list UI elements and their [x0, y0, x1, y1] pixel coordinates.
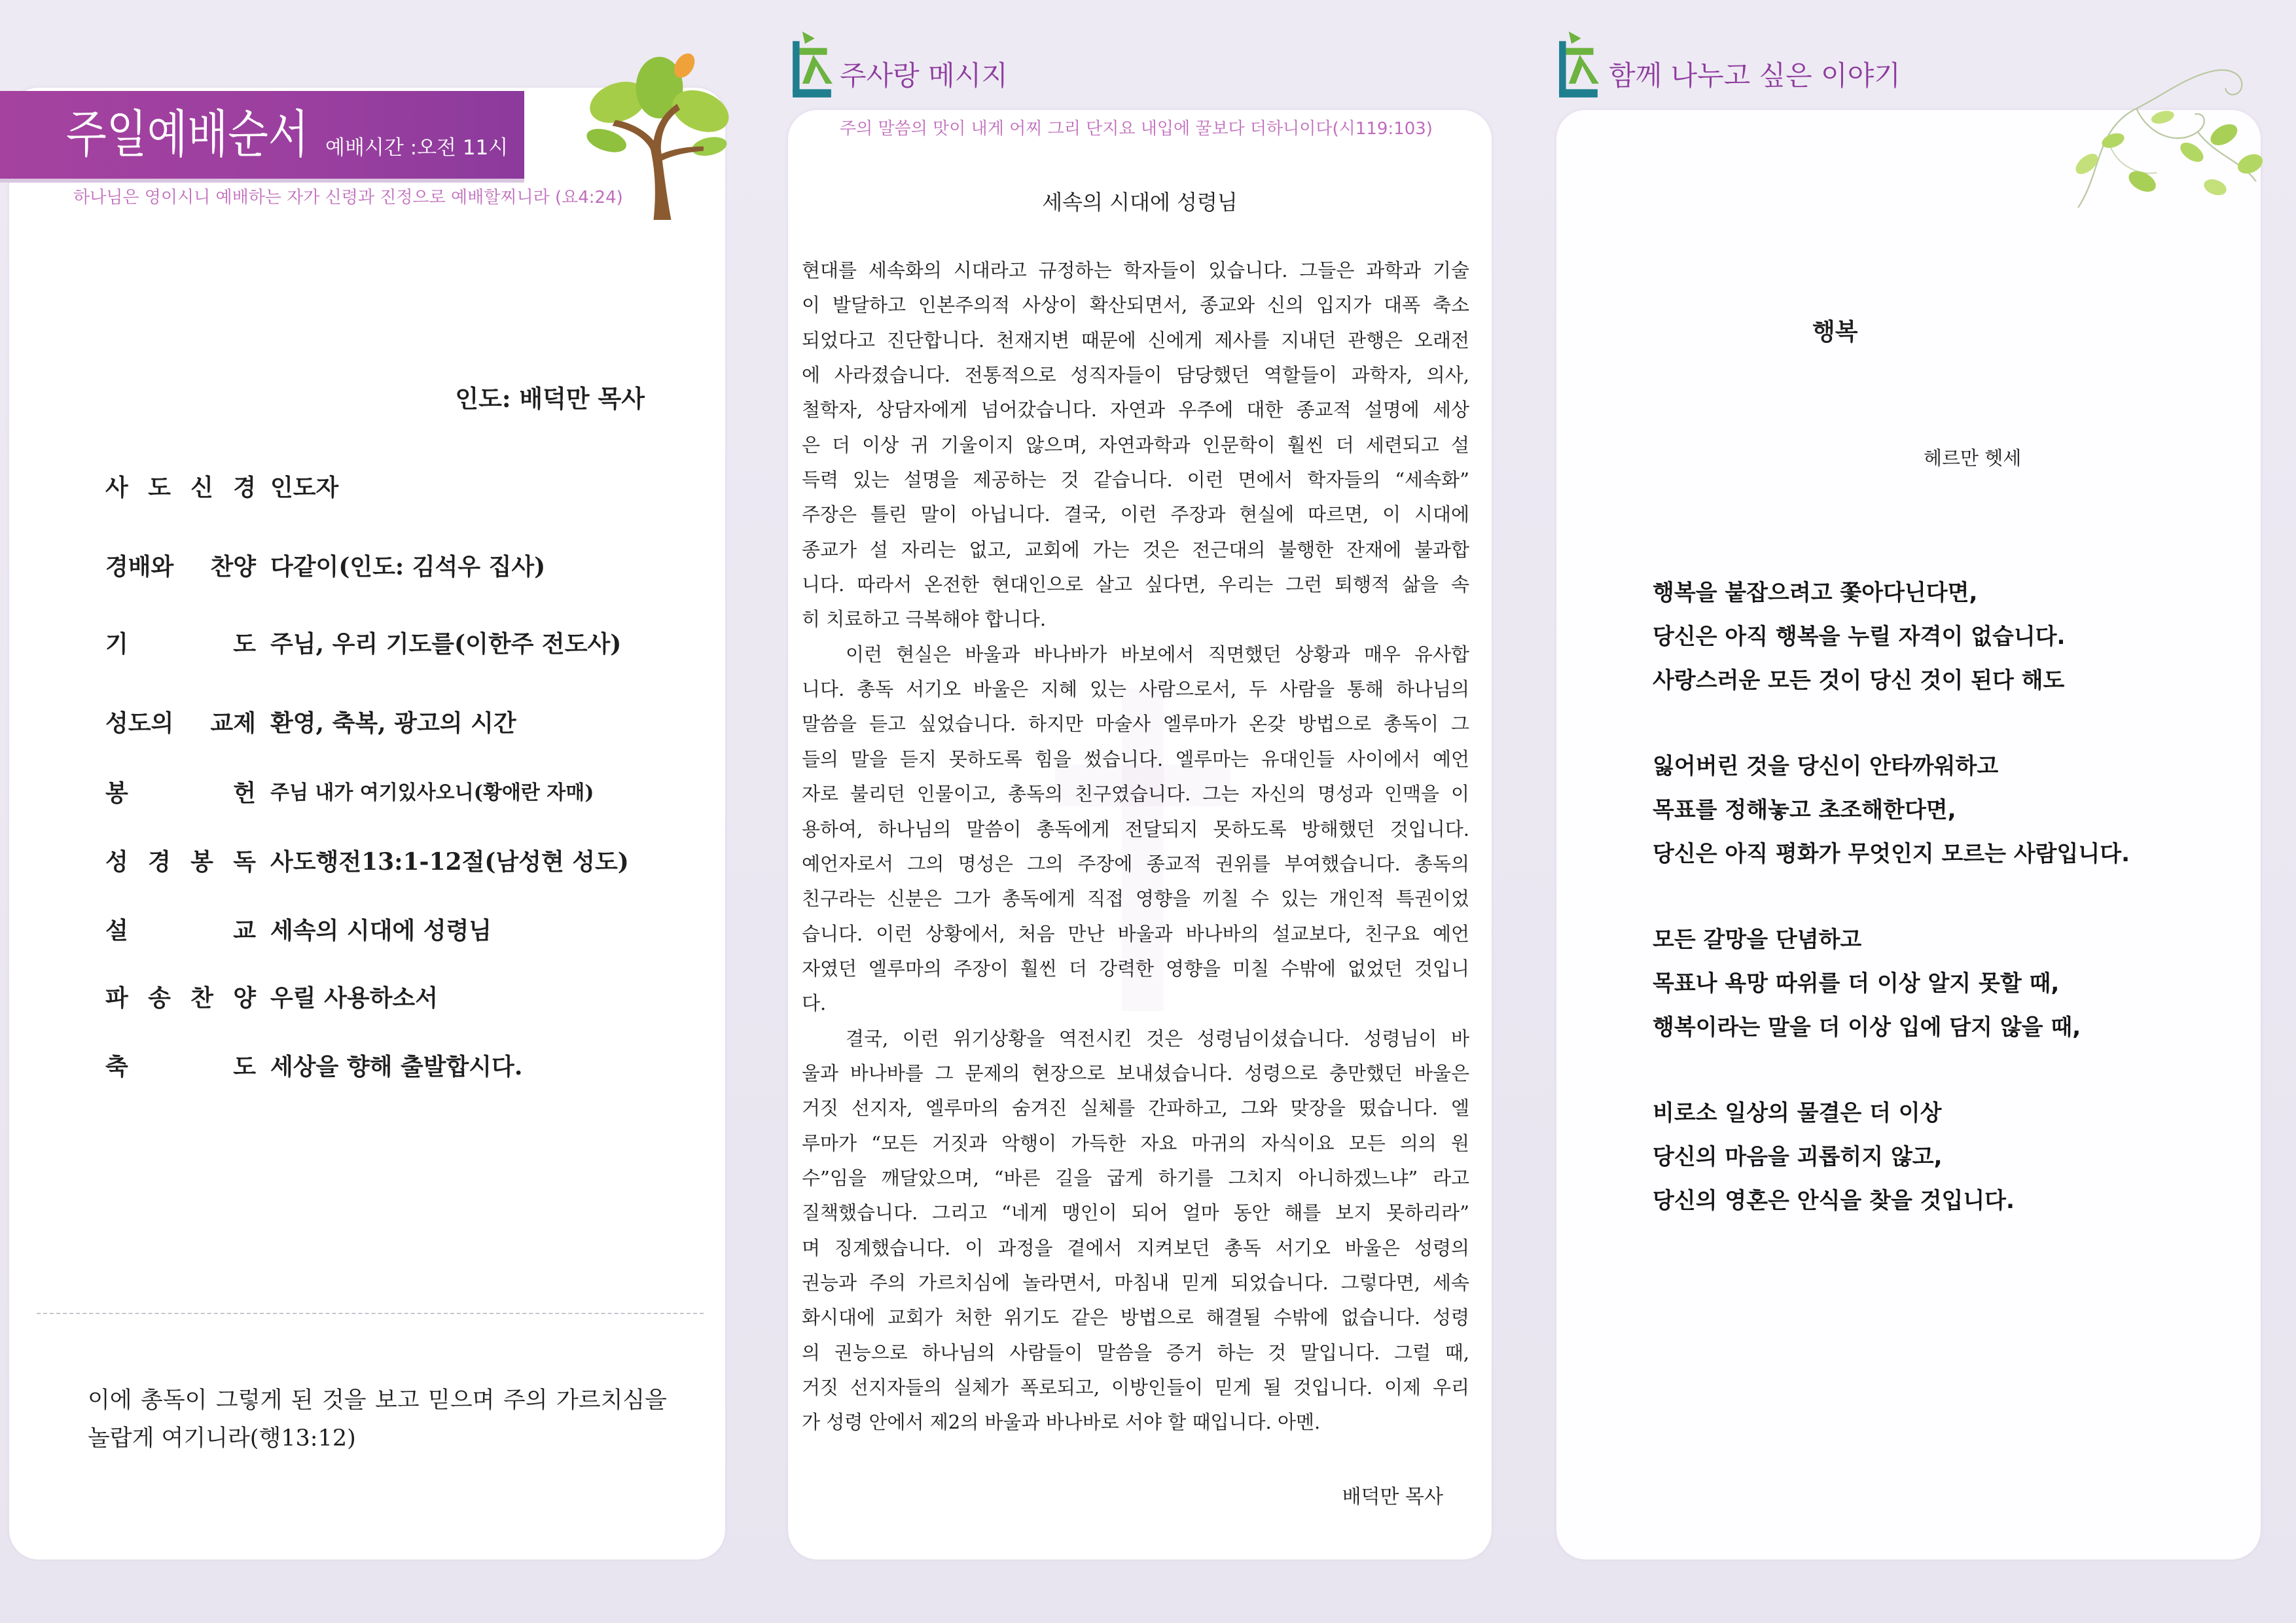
sermon-line: 다.	[802, 992, 827, 1015]
sermon-line: 이런 현실은 바울과 바나바가 바보에서 직면했던 상황과 매우 유사합	[846, 643, 1469, 666]
sermon-body	[802, 253, 1469, 1440]
poem-stanza	[1653, 1092, 2130, 1223]
sermon-line: 결국, 이런 위기상황을 역전시킨 것은 성령님이셨습니다. 성령님이 바	[846, 1027, 1469, 1050]
sermon-line: 자였던 엘루마의 주장이 훨씬 더 강력한 영향을 미칠 수밖에 없었던 것입니	[802, 957, 1469, 980]
closing-verse-line: 이에 총독이 그렇게 된 것을 보고 믿으며 주의 가르치심을	[88, 1387, 667, 1414]
vine-leaves-decoration-icon	[2051, 59, 2264, 212]
sermon-line: 질책했습니다. 그리고 “네게 맹인이 되어 얼마 동안 해를 보지 못하리라”	[802, 1202, 1469, 1224]
sermon-line: 득력 있는 설명을 제공하는 것 같습니다. 이런 면에서 학자들의 “세속화”	[802, 469, 1469, 491]
order-label: 파 송 찬 양	[105, 984, 256, 1012]
sermon-line: 의 권능으로 하나님의 사람들이 말씀을 증거 하는 것 말입니다. 그럴 때,	[802, 1341, 1469, 1364]
worship-time: 예배시간 :오전 11시	[325, 136, 509, 160]
order-row-sending-hymn	[105, 982, 438, 1014]
sermon-line: 습니다. 이런 상황에서, 처음 만난 바울과 바나바의 설교보다, 친구요 예언	[802, 922, 1469, 945]
sermon-line: 에 사라졌습니다. 전통적으로 성직자들이 담당했던 역할들이 과학자, 의사,	[802, 364, 1469, 387]
worship-order-title: 주일예배순서	[66, 105, 309, 164]
poem-panel	[1556, 110, 2261, 1560]
sermon-line: 니다. 따라서 온전한 현대인으로 살고 싶다면, 우리는 그런 퇴행적 삶을 속	[802, 573, 1469, 596]
poem-author: 헤르만 헷세	[1924, 447, 2022, 469]
order-label: 경배와 찬양	[105, 553, 256, 580]
message-verse: 주의 말씀의 맛이 내게 어찌 그리 단지요 내입에 꿀보다 더하니이다(시119:103)	[840, 119, 1433, 139]
sermon-line: 루마가 “모든 거짓과 악행이 가득한 자요 마귀의 자식이요 모든 의의 원	[802, 1132, 1469, 1154]
order-label: 봉 헌	[105, 779, 256, 807]
sharing-section-title: 함께 나누고 싶은 이야기	[1609, 60, 1901, 92]
order-label: 축 도	[105, 1053, 256, 1080]
poem-line: 사랑스러운 모든 것이 당신 것이 된다 해도	[1653, 668, 2065, 694]
order-label: 성도의 교제	[105, 709, 256, 737]
poem-line: 잃어버린 것을 당신이 안타까워하고	[1653, 753, 1999, 779]
sermon-title: 세속의 시대에 성령님	[1042, 190, 1238, 215]
order-label: 사 도 신 경	[105, 474, 256, 501]
order-value: 환영, 축복, 광고의 시간	[270, 709, 516, 737]
sermon-paragraph	[802, 253, 1469, 637]
poem-line: 당신은 아직 평화가 무엇인지 모르는 사람입니다.	[1653, 841, 2130, 867]
poem-line: 당신은 아직 행복을 누릴 자격이 없습니다.	[1653, 624, 2066, 650]
sermon-line: 용하여, 하나님의 말씀이 총독에게 전달되지 못하도록 방해했던 것입니다.	[802, 817, 1469, 840]
poem-stanza	[1653, 745, 2130, 876]
sermon-line: 울과 바나바를 그 문제의 현장으로 보내셨습니다. 성령으로 충만했던 바울은	[802, 1061, 1469, 1084]
order-value: 주님 내가 여기있사오니(황애란 자매)	[270, 781, 594, 804]
order-value: 주님, 우리 기도를(이한주 전도사)	[270, 630, 622, 658]
sermon-line: 종교가 설 자리는 없고, 교회에 가는 것은 전근대의 불행한 잔재에 불과합	[802, 538, 1469, 561]
sermon-line: 자로 불리던 인물이고, 총독의 친구였습니다. 그는 자신의 명성과 인맥을 이	[802, 783, 1469, 806]
tree-illustration-icon	[586, 52, 733, 220]
order-row-offering	[105, 777, 594, 810]
church-logo-icon	[791, 26, 833, 103]
sermon-line: 가 성령 안에서 제2의 바울과 바나바로 서야 할 때입니다. 아멘.	[802, 1411, 1321, 1434]
poem-line: 당신의 마음을 괴롭히지 않고,	[1653, 1144, 1943, 1170]
poem-line: 행복이라는 말을 더 이상 입에 담지 않을 때,	[1653, 1014, 2081, 1041]
poem-title: 행복	[1812, 319, 1858, 346]
poem-line: 행복을 붙잡으려고 쫓아다닌다면,	[1653, 580, 1978, 606]
poem-line: 당신의 영혼은 안식을 찾을 것입니다.	[1653, 1188, 2015, 1214]
worship-verse: 하나님은 영이시니 예배하는 자가 신령과 진정으로 예배할찌니라 (요4:24)	[73, 188, 623, 207]
sermon-line: 예언자로서 그의 명성은 그의 주장에 종교적 권위를 부여했습니다. 총독의	[802, 852, 1469, 875]
sermon-line: 철학자, 상담자에게 넘어갔습니다. 자연과 우주에 대한 종교적 설명에 세상	[802, 399, 1469, 421]
poem-line: 비로소 일상의 물결은 더 이상	[1653, 1100, 1942, 1126]
order-value: 세속의 시대에 성령님	[270, 917, 492, 944]
order-row-benediction	[105, 1050, 522, 1083]
sermon-paragraph	[802, 1022, 1469, 1440]
order-value: 우릴 사용하소서	[270, 984, 438, 1012]
poem-line: 목표를 정해놓고 초조해한다면,	[1653, 797, 1956, 823]
sermon-line: 니다. 총독 서기오 바울은 지혜 있는 사람으로서, 두 사람을 통해 하나님의	[802, 678, 1469, 701]
poem-body	[1653, 571, 2130, 1223]
order-row-sermon	[105, 914, 492, 947]
sermon-line: 며 징계했습니다. 이 과정을 곁에서 지켜보던 총독 서기오 바울은 성령의	[802, 1236, 1469, 1259]
dashed-divider	[37, 1313, 704, 1314]
poem-line: 목표나 욕망 따위를 더 이상 알지 못할 때,	[1653, 971, 2060, 997]
order-label: 기 도	[105, 630, 256, 658]
sermon-line: 화시대에 교회가 처한 위기도 같은 방법으로 해결될 수밖에 없습니다. 성령	[802, 1306, 1469, 1329]
order-row-praise	[105, 550, 545, 583]
sermon-line: 권능과 주의 가르치심에 놀라면서, 마침내 믿게 되었습니다. 그렇다면, 세속	[802, 1271, 1469, 1294]
order-value: 세상을 향해 출발합시다.	[270, 1053, 523, 1080]
church-logo-icon	[1558, 26, 1599, 103]
order-value: 사도행전13:1-12절(남성현 성도)	[270, 848, 629, 876]
message-section-title: 주사랑 메시지	[840, 60, 1008, 92]
sermon-paragraph	[802, 637, 1469, 1022]
sermon-signature: 배덕만 목사	[1342, 1486, 1443, 1508]
worship-leader: 인도: 배덕만 목사	[455, 384, 645, 413]
sermon-line: 말씀을 듣고 싶었습니다. 하지만 마술사 엘루마가 온갖 방법으로 총독이 그	[802, 713, 1469, 736]
sermon-panel	[788, 110, 1492, 1560]
closing-verse	[88, 1382, 667, 1457]
sermon-line: 이 발달하고 인본주의적 사상이 확산되면서, 종교와 신의 입지가 대폭 축소	[802, 294, 1469, 317]
sermon-line: 거짓 선지자들의 실체가 폭로되고, 이방인들이 믿게 될 것입니다. 이제 우리	[802, 1376, 1469, 1399]
sermon-line: 은 더 이상 귀 기울이지 않으며, 자연과학과 인문학이 훨씬 더 세련되고 설	[802, 433, 1469, 456]
sermon-line: 히 치료하고 극복해야 합니다.	[802, 608, 1047, 631]
order-value: 다같이(인도: 김석우 집사)	[270, 553, 546, 580]
sermon-line: 되었다고 진단합니다. 천재지변 때문에 신에게 제사를 지내던 관행은 오래전	[802, 329, 1469, 351]
order-label: 성 경 봉 독	[105, 848, 256, 876]
order-row-prayer	[105, 628, 621, 660]
order-value: 인도자	[270, 474, 339, 501]
worship-order-header-band	[0, 91, 524, 179]
order-label: 설 교	[105, 917, 256, 944]
sermon-line: 거짓 선지자, 엘루마의 숨겨진 실체를 간파하고, 그와 맞장을 떴습니다. 엘	[802, 1097, 1469, 1120]
poem-line: 모든 갈망을 단념하고	[1653, 927, 1862, 953]
order-row-scripture	[105, 846, 629, 878]
sermon-line: 친구라는 신분은 그가 총독에게 직접 영향을 끼칠 수 있는 개인적 특권이었	[802, 887, 1469, 910]
order-row-fellowship	[105, 707, 516, 740]
sermon-line: 수”임을 깨달았으며, “바른 길을 굽게 하기를 그치지 아니하겠느냐” 라고	[802, 1166, 1469, 1189]
poem-stanza	[1653, 918, 2130, 1050]
sermon-line: 현대를 세속화의 시대라고 규정하는 학자들이 있습니다. 그들은 과학과 기술	[802, 259, 1469, 281]
worship-order-panel	[9, 88, 725, 1560]
sermon-line: 주장은 틀린 말이 아닙니다. 결국, 이런 주장과 현실에 따르면, 이 시대에	[802, 503, 1469, 526]
closing-verse-line: 놀랍게 여기니라(행13:12)	[88, 1425, 356, 1452]
order-row-creed	[105, 471, 338, 504]
sermon-line: 들의 말을 듣지 못하도록 힘을 썼습니다. 엘루마는 유대인들 사이에서 예언	[802, 747, 1469, 770]
poem-stanza	[1653, 571, 2130, 703]
